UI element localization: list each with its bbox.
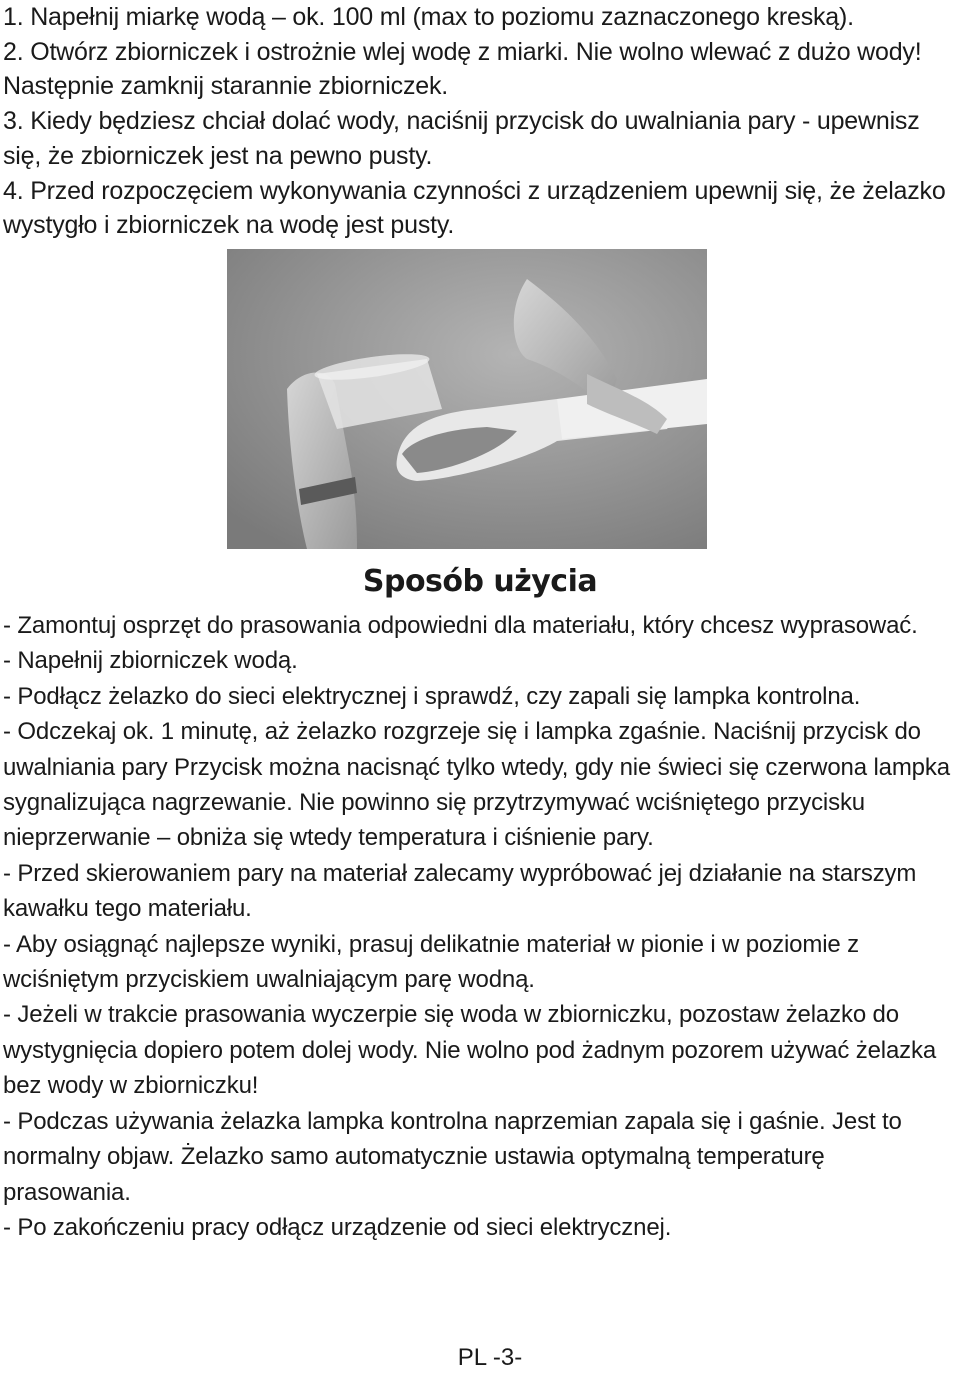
intro-step-1: 1. Napełnij miarkę wodą – ok. 100 ml (max to poziomu zaznaczonego kreską). (3, 3, 854, 31)
instruction-item: - Zamontuj osprzęt do prasowania odpowiedni dla materiału, który chcesz wyprasować. (3, 612, 918, 639)
instruction-item: - Aby osiągnąć najlepsze wyniki, prasuj delikatnie materiał w pionie i w poziomie z wciśniętym przyciskiem uwalniającym parę wodną. (3, 930, 859, 994)
instruction-item: - Podłącz żelazko do sieci elektrycznej i sprawdź, czy zapali się lampka kontrolna. (3, 682, 861, 710)
instruction-item: - Jeżeli w trakcie prasowania wyczerpie się woda w zbiorniczku, pozostaw żelazko do wystygnięcia dopiero potem dolej wody. Nie wolno pod żadnym pozorem używać żelazka bez wody w zbiorniczku! (3, 1001, 937, 1100)
intro-step-4: 4. Przed rozpoczęciem wykonywania czynności z urządzeniem upewnij się, że żelazko wystygło i zbiorniczek na wodę jest pusty. (3, 176, 946, 240)
section-title: Sposób użycia (362, 564, 598, 599)
instruction-item: - Podczas używania żelazka lampka kontrolna naprzemian zapala się i gaśnie. Jest to normalny objaw. Żelazko samo automatycznie ustawia optymalną temperaturę prasowania. (3, 1107, 902, 1206)
usage-instructions (3, 608, 955, 1245)
intro-step-3: 3. Kiedy będziesz chciał dolać wody, naciśnij przycisk do uwalniania pary - upewnisz się, że zbiorniczek jest na pewno pusty. (3, 107, 920, 170)
intro-steps (3, 0, 953, 243)
intro-step-2: 2. Otwórz zbiorniczek i ostrożnie wlej wodę z miarki. Nie wolno wlewać z dużo wody! Następnie zamknij starannie zbiorniczek. (3, 37, 922, 101)
instruction-item: - Po zakończeniu pracy odłącz urządzenie od sieci elektrycznej. (3, 1213, 672, 1241)
instruction-item: - Odczekaj ok. 1 minutę, aż żelazko rozgrzeje się i lampka zgaśnie. Naciśnij przycisk do uwalniania pary Przycisk można nacisnąć tylko wtedy, gdy nie świeci się czerwona lampka sygnalizująca nagrzewanie. Nie powinno się przytrzymywać wciśniętego przycisku nieprzerwanie – obniża się wtedy temperatura i ciśnienie pary. (3, 718, 950, 852)
page-number: PL -3- (457, 1344, 523, 1371)
instruction-item: - Przed skierowaniem pary na materiał zalecamy wypróbować jej działanie na starszym kawałku tego materiału. (3, 859, 917, 923)
steam-iron-filling-photo (227, 249, 707, 549)
instruction-item: - Napełnij zbiorniczek wodą. (3, 647, 298, 675)
